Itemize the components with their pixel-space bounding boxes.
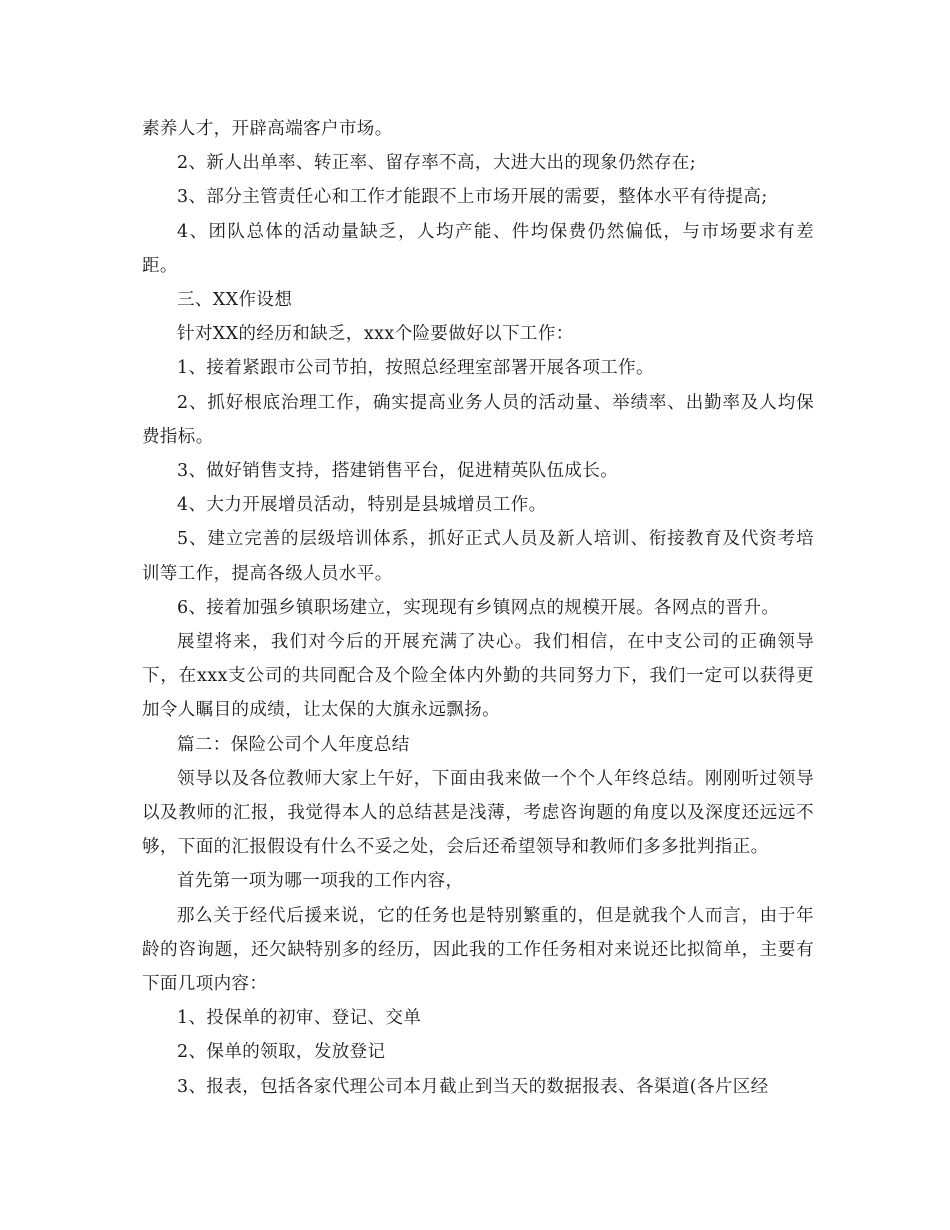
paragraph: 2、新人出单率、转正率、留存率不高，大进大出的现象仍然存在; xyxy=(177,153,697,174)
paragraph: 那么关于经代后援来说，它的任务也是特别繁重的，但是就我个人而言，由于年龄的咨询题，还欠缺特别多的经历，因此我的工作任务相对来说还比拟简单，主要有下面几项内容： xyxy=(142,905,814,995)
paragraph: 领导以及各位教师大家上午好，下面由我来做一个个人年终总结。刚刚听过领导以及教师的汇报，我觉得本人的总结甚是浅薄，考虑咨询题的角度以及深度还远远不够，下面的汇报假设有什么不妥之处，会后还希望领导和教师们多多批判指正。 xyxy=(142,768,814,858)
paragraph: 2、抓好根底治理工作，确实提高业务人员的活动量、举绩率、出勤率及人均保费指标。 xyxy=(142,392,814,447)
paragraph: 篇二：保险公司个人年度总结 xyxy=(177,734,410,755)
paragraph: 素养人才，开辟高端客户市场。 xyxy=(142,119,393,139)
document-body xyxy=(142,112,814,1104)
paragraph: 1、接着紧跟市公司节拍，按照总经理室部署开展各项工作。 xyxy=(177,358,654,379)
paragraph: 展望将来，我们对今后的开展充满了决心。我们相信，在中支公司的正确领导下，在xxx支公司的共同配合及个险全体内外勤的共同努力下，我们一定可以获得更加令人瞩目的成绩，让太保的大旗永远飘扬。 xyxy=(142,632,814,721)
paragraph: 2、保单的领取，发放登记 xyxy=(177,1042,386,1063)
paragraph: 三、XX作设想 xyxy=(177,290,293,311)
paragraph: 3、做好销售支持，搭建销售平台，促进精英队伍成长。 xyxy=(177,461,619,482)
paragraph: 1、投保单的初审、登记、交单 xyxy=(177,1008,422,1029)
paragraph: 5、建立完善的层级培训体系，抓好正式人员及新人培训、衔接教育及代资考培训等工作，提高各级人员水平。 xyxy=(142,529,814,584)
paragraph: 4、大力开展增员活动，特别是县城增员工作。 xyxy=(177,495,547,516)
paragraph: 3、报表，包括各家代理公司本月截止到当天的数据报表、各渠道(各片区经 xyxy=(177,1076,769,1097)
paragraph: 首先第一项为哪一项我的工作内容， xyxy=(177,871,464,892)
paragraph: 6、接着加强乡镇职场建立，实现现有乡镇网点的规模开展。各网点的晋升。 xyxy=(177,597,780,618)
paragraph: 针对XX的经历和缺乏，xxx个险要做好以下工作： xyxy=(177,324,574,345)
paragraph: 3、部分主管责任心和工作才能跟不上市场开展的需要，整体水平有待提高; xyxy=(177,187,768,208)
paragraph: 4、团队总体的活动量缺乏，人均产能、件均保费仍然偏低，与市场要求有差距。 xyxy=(142,221,814,276)
